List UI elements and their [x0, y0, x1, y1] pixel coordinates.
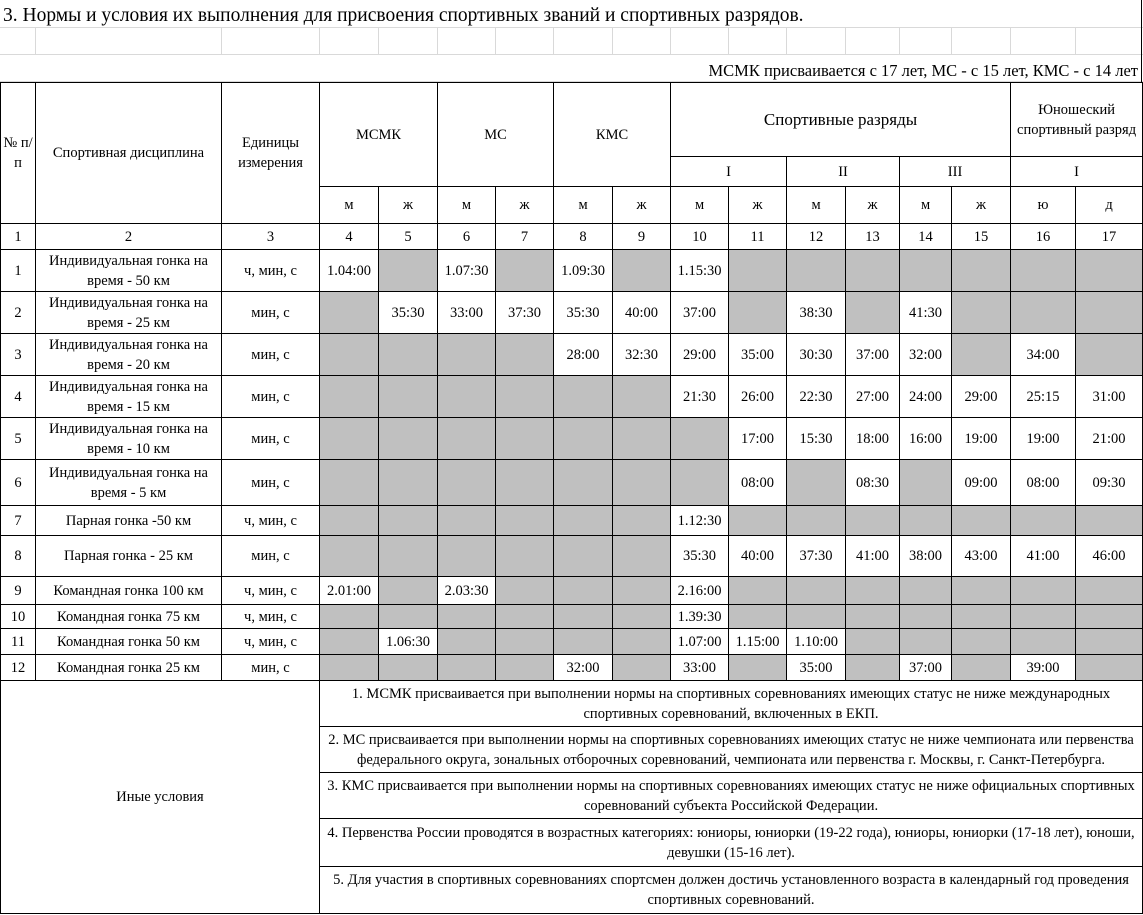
norm-value-cell [952, 506, 1011, 536]
norm-value-cell [846, 577, 900, 605]
condition-text: 1. МСМК присваивается при выполнении нормы на спортивных соревнованиях имеющих статус не ниже международных спортивных соревнований, включенных в ЕКП. [320, 681, 1143, 727]
column-number-row [1, 224, 1143, 250]
header-rank-2: II [787, 157, 900, 187]
column-number: 5 [379, 224, 438, 250]
norm-value-cell: 16:00 [900, 418, 952, 460]
column-number: 14 [900, 224, 952, 250]
norm-value-cell [1011, 605, 1076, 629]
row-number: 8 [1, 536, 36, 577]
column-number: 16 [1011, 224, 1076, 250]
header-rank-1: I [671, 157, 787, 187]
header-gender-cell: м [554, 187, 613, 224]
header-gender-cell: м [900, 187, 952, 224]
norm-value-cell [1011, 577, 1076, 605]
norm-value-cell: 08:30 [846, 460, 900, 506]
row-number: 3 [1, 334, 36, 376]
header-row-1 [1, 83, 1143, 157]
norm-value-cell [613, 460, 671, 506]
norm-value-cell [554, 605, 613, 629]
unit-cell: мин, с [222, 655, 320, 681]
norm-value-cell: 27:00 [846, 376, 900, 418]
table-row [1, 460, 1143, 506]
table-row [1, 376, 1143, 418]
header-gender-cell: ж [613, 187, 671, 224]
table-row [1, 577, 1143, 605]
norm-value-cell [496, 418, 554, 460]
norm-value-cell [900, 506, 952, 536]
norm-value-cell [952, 250, 1011, 292]
norm-value-cell [496, 506, 554, 536]
norm-value-cell: 37:00 [671, 292, 729, 334]
norm-value-cell: 46:00 [1076, 536, 1143, 577]
norm-value-cell [1011, 292, 1076, 334]
norm-value-cell: 2.01:00 [320, 577, 379, 605]
norm-value-cell [496, 605, 554, 629]
header-msmk: МСМК [320, 83, 438, 187]
norm-value-cell [438, 629, 496, 655]
norm-value-cell [729, 292, 787, 334]
table-row [1, 605, 1143, 629]
norm-value-cell [613, 536, 671, 577]
norm-value-cell [952, 577, 1011, 605]
norm-value-cell [613, 250, 671, 292]
norm-value-cell: 29:00 [952, 376, 1011, 418]
norm-value-cell [1011, 250, 1076, 292]
row-number: 12 [1, 655, 36, 681]
norm-value-cell: 35:30 [379, 292, 438, 334]
discipline-name: Командная гонка 25 км [36, 655, 222, 681]
other-conditions [1, 681, 1143, 914]
norm-value-cell [554, 536, 613, 577]
discipline-name: Командная гонка 50 км [36, 629, 222, 655]
header-rank-3: III [900, 157, 1011, 187]
column-number: 10 [671, 224, 729, 250]
discipline-name: Командная гонка 75 км [36, 605, 222, 629]
norm-value-cell [1076, 629, 1143, 655]
norms-table [0, 82, 1143, 914]
norm-value-cell [900, 250, 952, 292]
table-row [1, 334, 1143, 376]
table-row [1, 536, 1143, 577]
norm-value-cell [787, 506, 846, 536]
norm-value-cell [554, 460, 613, 506]
norm-value-cell: 22:30 [787, 376, 846, 418]
norm-value-cell [1076, 292, 1143, 334]
norm-value-cell [379, 250, 438, 292]
row-number: 11 [1, 629, 36, 655]
unit-cell: ч, мин, с [222, 506, 320, 536]
norm-value-cell: 41:30 [900, 292, 952, 334]
norm-value-cell [379, 460, 438, 506]
norm-value-cell [438, 334, 496, 376]
norm-value-cell [900, 577, 952, 605]
column-number: 13 [846, 224, 900, 250]
norm-value-cell [900, 629, 952, 655]
norm-value-cell: 41:00 [846, 536, 900, 577]
norm-value-cell [900, 605, 952, 629]
norm-value-cell [1076, 577, 1143, 605]
norm-value-cell [438, 418, 496, 460]
unit-cell: мин, с [222, 376, 320, 418]
norm-value-cell: 34:00 [1011, 334, 1076, 376]
norm-value-cell: 29:00 [671, 334, 729, 376]
norm-value-cell: 2.16:00 [671, 577, 729, 605]
norm-value-cell: 15:30 [787, 418, 846, 460]
column-number: 11 [729, 224, 787, 250]
header-discipline: Спортивная дисциплина [36, 83, 222, 224]
header-kms: КМС [554, 83, 671, 187]
norm-value-cell [496, 536, 554, 577]
discipline-name: Индивидуальная гонка на время - 15 км [36, 376, 222, 418]
norm-value-cell [554, 376, 613, 418]
norm-value-cell [496, 460, 554, 506]
unit-cell: мин, с [222, 536, 320, 577]
norm-value-cell: 2.03:30 [438, 577, 496, 605]
header-gender-cell: ю [1011, 187, 1076, 224]
norm-value-cell [379, 334, 438, 376]
norm-value-cell: 19:00 [952, 418, 1011, 460]
norm-value-cell [438, 536, 496, 577]
norm-value-cell: 09:00 [952, 460, 1011, 506]
norm-value-cell [729, 605, 787, 629]
norm-value-cell: 35:30 [671, 536, 729, 577]
norm-value-cell: 25:15 [1011, 376, 1076, 418]
norm-value-cell [1076, 250, 1143, 292]
norm-value-cell [496, 334, 554, 376]
header-gender-cell: ж [379, 187, 438, 224]
norm-value-cell: 32:30 [613, 334, 671, 376]
norm-value-cell [952, 292, 1011, 334]
norms-body [1, 250, 1143, 681]
norm-value-cell [846, 629, 900, 655]
header-youth-rank: Юношеский спортивный разряд [1011, 83, 1143, 157]
header-youth-rank-1: I [1011, 157, 1143, 187]
norm-value-cell [846, 506, 900, 536]
header-num: № п/п [1, 83, 36, 224]
norm-value-cell: 35:00 [729, 334, 787, 376]
column-number: 15 [952, 224, 1011, 250]
norm-value-cell [787, 605, 846, 629]
norm-value-cell: 08:00 [1011, 460, 1076, 506]
norm-value-cell: 39:00 [1011, 655, 1076, 681]
column-number: 2 [36, 224, 222, 250]
column-number: 6 [438, 224, 496, 250]
discipline-name: Индивидуальная гонка на время - 50 км [36, 250, 222, 292]
header-gender-cell: д [1076, 187, 1143, 224]
column-number: 17 [1076, 224, 1143, 250]
norm-value-cell [846, 605, 900, 629]
norm-value-cell [1076, 506, 1143, 536]
norm-value-cell [787, 460, 846, 506]
table-row [1, 250, 1143, 292]
norm-value-cell: 28:00 [554, 334, 613, 376]
discipline-name: Индивидуальная гонка на время - 25 км [36, 292, 222, 334]
norm-value-cell: 38:30 [787, 292, 846, 334]
norm-value-cell [613, 418, 671, 460]
unit-cell: мин, с [222, 460, 320, 506]
header-gender-cell: ж [729, 187, 787, 224]
norm-value-cell: 09:30 [1076, 460, 1143, 506]
row-number: 4 [1, 376, 36, 418]
norm-value-cell: 40:00 [613, 292, 671, 334]
norm-value-cell [320, 629, 379, 655]
norm-value-cell [846, 250, 900, 292]
unit-cell: ч, мин, с [222, 605, 320, 629]
unit-cell: мин, с [222, 334, 320, 376]
norm-value-cell [952, 629, 1011, 655]
discipline-name: Парная гонка - 25 км [36, 536, 222, 577]
condition-text: 5. Для участия в спортивных соревнованиях спортсмен должен достичь установленного возраста в календарный год проведения спортивных соревнований. [320, 867, 1143, 914]
norm-value-cell: 17:00 [729, 418, 787, 460]
norm-value-cell [900, 460, 952, 506]
row-number: 1 [1, 250, 36, 292]
norm-value-cell: 40:00 [729, 536, 787, 577]
norm-value-cell: 41:00 [1011, 536, 1076, 577]
norm-value-cell [846, 655, 900, 681]
norm-value-cell [671, 460, 729, 506]
other-conditions-label: Иные условия [1, 681, 320, 914]
age-note: МСМК присваивается с 17 лет, МС - с 15 лет, КМС - с 14 лет [708, 61, 1138, 80]
header-gender-cell: м [787, 187, 846, 224]
row-number: 7 [1, 506, 36, 536]
column-number: 8 [554, 224, 613, 250]
norm-value-cell: 1.06:30 [379, 629, 438, 655]
header-sport-ranks: Спортивные разряды [671, 83, 1011, 157]
norm-value-cell [320, 506, 379, 536]
norm-value-cell [320, 418, 379, 460]
condition-text: 3. КМС присваивается при выполнении нормы на спортивных соревнованиях имеющих статус не ниже официальных спортивных соревнований субъекта Российской Федерации. [320, 773, 1143, 819]
column-number: 1 [1, 224, 36, 250]
column-number: 3 [222, 224, 320, 250]
norm-value-cell [952, 334, 1011, 376]
norm-value-cell [496, 250, 554, 292]
norm-value-cell [379, 605, 438, 629]
norm-value-cell [554, 506, 613, 536]
norm-value-cell [729, 655, 787, 681]
norm-value-cell [671, 418, 729, 460]
header-units: Единицы измерения [222, 83, 320, 224]
norm-value-cell [554, 577, 613, 605]
norm-value-cell [320, 292, 379, 334]
row-number: 6 [1, 460, 36, 506]
norm-value-cell [613, 376, 671, 418]
norm-value-cell [1011, 629, 1076, 655]
norm-value-cell [320, 460, 379, 506]
norm-value-cell [613, 629, 671, 655]
norm-value-cell: 1.15:30 [671, 250, 729, 292]
norm-value-cell: 31:00 [1076, 376, 1143, 418]
norm-value-cell [496, 577, 554, 605]
norm-value-cell [496, 629, 554, 655]
norm-value-cell: 37:30 [787, 536, 846, 577]
norm-value-cell [1076, 655, 1143, 681]
header-gender-cell: м [438, 187, 496, 224]
row-number: 9 [1, 577, 36, 605]
norm-value-cell [846, 292, 900, 334]
norm-value-cell [613, 506, 671, 536]
norm-value-cell [729, 506, 787, 536]
norm-value-cell [320, 376, 379, 418]
norm-value-cell [496, 376, 554, 418]
row-number: 5 [1, 418, 36, 460]
norm-value-cell [1076, 605, 1143, 629]
norm-value-cell: 38:00 [900, 536, 952, 577]
norm-value-cell: 24:00 [900, 376, 952, 418]
norm-value-cell [438, 506, 496, 536]
norm-value-cell [379, 577, 438, 605]
column-number: 9 [613, 224, 671, 250]
norm-value-cell [379, 655, 438, 681]
column-number: 4 [320, 224, 379, 250]
row-number: 10 [1, 605, 36, 629]
condition-text: 2. МС присваивается при выполнении нормы на спортивных соревнованиях имеющих статус не ниже чемпионата или первенства федерального округа, зональных отборочных соревнований, чемпионата или первенства г. Москвы, г. Санкт-Петербурга. [320, 727, 1143, 773]
unit-cell: ч, мин, с [222, 250, 320, 292]
norm-value-cell: 30:30 [787, 334, 846, 376]
table-row [1, 655, 1143, 681]
norm-value-cell [379, 506, 438, 536]
norm-value-cell [729, 577, 787, 605]
discipline-name: Индивидуальная гонка на время - 10 км [36, 418, 222, 460]
norm-value-cell: 1.07:00 [671, 629, 729, 655]
discipline-name: Индивидуальная гонка на время - 20 км [36, 334, 222, 376]
header-gender-cell: м [671, 187, 729, 224]
norm-value-cell [320, 334, 379, 376]
norm-value-cell [554, 629, 613, 655]
row-number: 2 [1, 292, 36, 334]
table-row [1, 292, 1143, 334]
header-gender-cell: ж [952, 187, 1011, 224]
norm-value-cell [438, 460, 496, 506]
column-number: 12 [787, 224, 846, 250]
norm-value-cell [438, 605, 496, 629]
norm-value-cell [438, 376, 496, 418]
norm-value-cell [320, 536, 379, 577]
norm-value-cell: 37:30 [496, 292, 554, 334]
norm-value-cell [320, 605, 379, 629]
header-gender-cell: ж [846, 187, 900, 224]
norm-value-cell [379, 418, 438, 460]
norm-value-cell: 1.39:30 [671, 605, 729, 629]
norm-value-cell [613, 605, 671, 629]
discipline-name: Командная гонка 100 км [36, 577, 222, 605]
header-gender-cell: ж [496, 187, 554, 224]
norm-value-cell [729, 250, 787, 292]
norm-value-cell [554, 418, 613, 460]
header-gender-cell: м [320, 187, 379, 224]
norm-value-cell: 1.07:30 [438, 250, 496, 292]
norm-value-cell: 35:00 [787, 655, 846, 681]
norm-value-cell: 21:30 [671, 376, 729, 418]
norm-value-cell [1011, 506, 1076, 536]
norm-value-cell [438, 655, 496, 681]
unit-cell: мин, с [222, 418, 320, 460]
norm-value-cell [1076, 334, 1143, 376]
norm-value-cell: 1.04:00 [320, 250, 379, 292]
norm-value-cell: 37:00 [900, 655, 952, 681]
norm-value-cell [952, 655, 1011, 681]
norm-value-cell [320, 655, 379, 681]
norm-value-cell: 26:00 [729, 376, 787, 418]
norm-value-cell [613, 655, 671, 681]
norm-value-cell: 18:00 [846, 418, 900, 460]
norm-value-cell [613, 577, 671, 605]
discipline-name: Индивидуальная гонка на время - 5 км [36, 460, 222, 506]
table-row [1, 506, 1143, 536]
unit-cell: мин, с [222, 292, 320, 334]
unit-cell: ч, мин, с [222, 577, 320, 605]
norm-value-cell [379, 536, 438, 577]
norm-value-cell [787, 250, 846, 292]
norm-value-cell: 08:00 [729, 460, 787, 506]
norm-value-cell [787, 577, 846, 605]
norm-value-cell: 33:00 [438, 292, 496, 334]
norm-value-cell: 37:00 [846, 334, 900, 376]
norm-value-cell: 1.10:00 [787, 629, 846, 655]
norm-value-cell: 21:00 [1076, 418, 1143, 460]
norm-value-cell: 35:30 [554, 292, 613, 334]
discipline-name: Парная гонка -50 км [36, 506, 222, 536]
page-title: 3. Нормы и условия их выполнения для присвоения спортивных званий и спортивных разрядов. [3, 5, 804, 26]
condition-row [1, 681, 1143, 727]
norm-value-cell: 43:00 [952, 536, 1011, 577]
table-row [1, 418, 1143, 460]
norm-value-cell: 32:00 [900, 334, 952, 376]
norm-value-cell: 1.12:30 [671, 506, 729, 536]
header-ms: МС [438, 83, 554, 187]
norm-value-cell: 32:00 [554, 655, 613, 681]
column-number: 7 [496, 224, 554, 250]
unit-cell: ч, мин, с [222, 629, 320, 655]
norm-value-cell: 1.15:00 [729, 629, 787, 655]
norm-value-cell: 33:00 [671, 655, 729, 681]
table-row [1, 629, 1143, 655]
norm-value-cell: 1.09:30 [554, 250, 613, 292]
norm-value-cell: 19:00 [1011, 418, 1076, 460]
norm-value-cell [496, 655, 554, 681]
norm-value-cell [379, 376, 438, 418]
condition-text: 4. Первенства России проводятся в возрастных категориях: юниоры, юниорки (19-22 года), юниоры, юниорки (17-18 лет), юноши, девушки (15-16 лет). [320, 819, 1143, 867]
norm-value-cell [952, 605, 1011, 629]
